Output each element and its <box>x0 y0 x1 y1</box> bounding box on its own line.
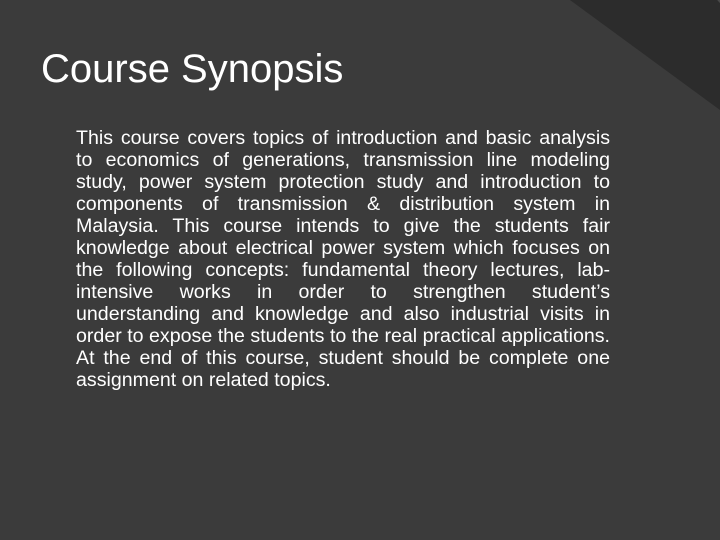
slide-body-text: This course covers topics of introduction and basic analysis to economics of generations, transmission line modeling study, power system protection study and introduction to components of transmission & distribution system in Malaysia. This course intends to give the students fair knowledge about electrical power system which focuses on the following concepts: fundamental theory lectures, lab-intensive works in order to strengthen student’s understanding and knowledge and also industrial visits in order to expose the students to the real practical applications. At the end of this course, student should be complete one assignment on related topics. <box>76 127 610 391</box>
corner-accent <box>570 0 720 110</box>
slide-title: Course Synopsis <box>41 47 344 91</box>
